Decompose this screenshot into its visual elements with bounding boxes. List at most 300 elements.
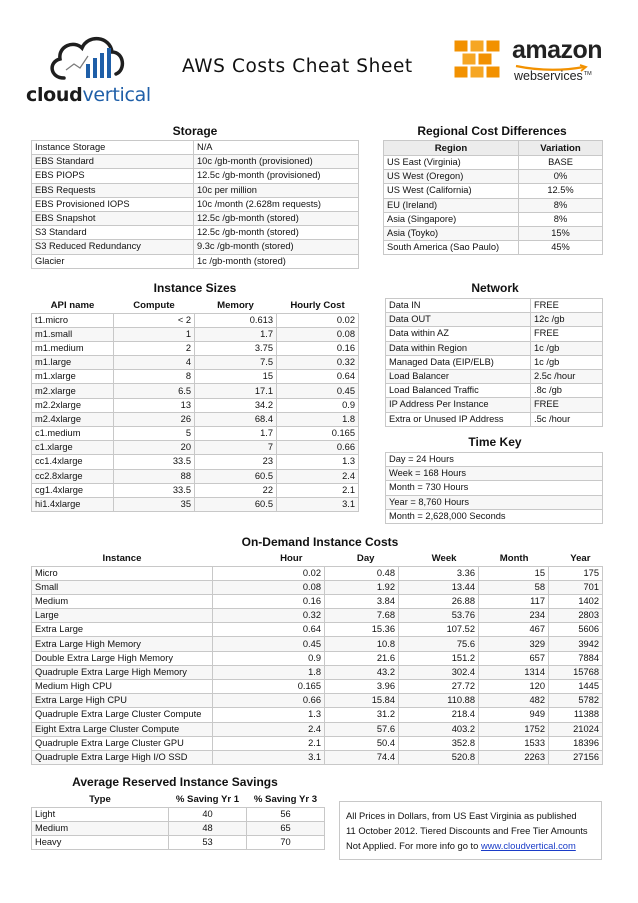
api-name-cell: m2.xlarge [32,384,114,398]
instance-size-row [32,497,359,511]
hour-cell: 0.02 [213,566,325,580]
pricing-note-line-1: All Prices in Dollars, from US East Virginia as published [346,810,577,821]
network-price-cell: 1c /gb [531,341,603,355]
day-cell: 15.84 [325,694,399,708]
time-key-title: Time Key [468,435,522,449]
storage-item-cell: EBS PIOPS [32,169,194,183]
instance-cell: Micro [32,566,213,580]
api-name-cell: m1.small [32,327,114,341]
instance-header-memory: Memory [195,298,277,313]
network-title: Network [471,281,519,295]
week-cell: 403.2 [399,722,479,736]
storage-item-cell: Instance Storage [32,141,194,155]
day-cell: 7.68 [325,609,399,623]
instance-cell: Medium [32,594,213,608]
aws-logo [452,34,620,90]
brand-wordmark-vertical: vertical [82,84,151,106]
hour-cell: 2.1 [213,736,325,750]
year-cell: 27156 [549,750,603,764]
network-price-cell: 1c /gb [531,355,603,369]
on-demand-row [32,609,603,623]
saving-yr3-cell: 70 [247,835,325,849]
regional-row [384,241,603,255]
instance-header-api: API name [32,298,114,313]
regional-row [384,184,603,198]
month-cell: 15 [479,566,549,580]
year-cell: 5782 [549,694,603,708]
compute-cell: 4 [114,356,195,370]
hour-cell: 0.9 [213,651,325,665]
variation-cell: BASE [519,156,603,170]
network-row [386,384,603,398]
network-price-cell: FREE [531,299,603,313]
storage-price-cell: 10c /month (2.628m requests) [194,197,359,211]
week-cell: 53.76 [399,609,479,623]
memory-cell: 22 [195,483,277,497]
storage-row [32,226,359,240]
network-item-cell: Load Balanced Traffic [386,384,531,398]
memory-cell: 1.7 [195,427,277,441]
pricing-note-prefix: Not Applied. For more info go to [346,840,481,851]
instance-cell: Quadruple Extra Large High Memory [32,665,213,679]
variation-cell: 45% [519,241,603,255]
storage-price-cell: 10c per million [194,183,359,197]
instance-cell: Medium High CPU [32,680,213,694]
storage-price-cell: 12.5c /gb-month (stored) [194,226,359,240]
compute-cell: 13 [114,398,195,412]
compute-cell: 8 [114,370,195,384]
memory-cell: 15 [195,370,277,384]
storage-item-cell: S3 Standard [32,226,194,240]
reserved-header-yr3: % Saving Yr 3 [247,792,325,807]
year-cell: 5606 [549,623,603,637]
on-demand-header-day: Day [325,551,399,566]
day-cell: 3.96 [325,680,399,694]
compute-cell: 1 [114,327,195,341]
memory-cell: 23 [195,455,277,469]
year-cell: 11388 [549,708,603,722]
on-demand-row [32,736,603,750]
year-cell: 21024 [549,722,603,736]
year-cell: 1445 [549,680,603,694]
instance-header-compute: Compute [114,298,195,313]
regional-title: Regional Cost Differences [417,124,567,138]
week-cell: 107.52 [399,623,479,637]
on-demand-header-year: Year [549,551,603,566]
hour-cell: 0.64 [213,623,325,637]
hourly-cost-cell: 0.45 [277,384,359,398]
network-table [385,298,603,427]
month-cell: 58 [479,580,549,594]
compute-cell: 88 [114,469,195,483]
instance-sizes-table [31,298,359,512]
memory-cell: 17.1 [195,384,277,398]
on-demand-header-hour: Hour [213,551,325,566]
on-demand-row [32,594,603,608]
day-cell: 74.4 [325,750,399,764]
network-price-cell: 2.5c /hour [531,369,603,383]
api-name-cell: cg1.4xlarge [32,483,114,497]
trademark-mark: TM [583,70,592,77]
memory-cell: 0.613 [195,313,277,327]
hourly-cost-cell: 0.165 [277,427,359,441]
regional-row [384,170,603,184]
brand-wordmark [26,84,151,106]
network-row [386,369,603,383]
hourly-cost-cell: 0.66 [277,441,359,455]
hour-cell: 0.165 [213,680,325,694]
reserved-title: Average Reserved Instance Savings [72,775,278,789]
storage-item-cell: EBS Provisioned IOPS [32,197,194,211]
hour-cell: 1.3 [213,708,325,722]
reserved-row [32,821,325,835]
storage-item-cell: EBS Snapshot [32,211,194,225]
regional-header-variation: Variation [519,141,603,156]
day-cell: 43.2 [325,665,399,679]
reserved-table [31,792,325,850]
storage-item-cell: S3 Reduced Redundancy [32,240,194,254]
year-cell: 7884 [549,651,603,665]
on-demand-row [32,637,603,651]
hourly-cost-cell: 2.4 [277,469,359,483]
hourly-cost-cell: 0.02 [277,313,359,327]
hour-cell: 0.08 [213,580,325,594]
regional-row [384,156,603,170]
regional-table [383,140,603,255]
region-cell: Asia (Singapore) [384,212,519,226]
storage-price-cell: 12.5c /gb-month (stored) [194,211,359,225]
time-key-row [386,453,603,467]
boxes-icon [452,36,508,86]
storage-item-cell: EBS Requests [32,183,194,197]
type-cell: Heavy [32,835,169,849]
month-cell: 1533 [479,736,549,750]
year-cell: 1402 [549,594,603,608]
on-demand-row [32,750,603,764]
region-cell: US West (Oregon) [384,170,519,184]
instance-cell: Extra Large High Memory [32,637,213,651]
compute-cell: 5 [114,427,195,441]
regional-row [384,226,603,240]
month-cell: 2263 [479,750,549,764]
instance-size-row [32,384,359,398]
day-cell: 15.36 [325,623,399,637]
year-cell: 18396 [549,736,603,750]
network-item-cell: Managed Data (EIP/ELB) [386,355,531,369]
network-item-cell: Data within AZ [386,327,531,341]
instance-cell: Quadruple Extra Large Cluster Compute [32,708,213,722]
storage-item-cell: EBS Standard [32,155,194,169]
day-cell: 21.6 [325,651,399,665]
saving-yr1-cell: 48 [169,821,247,835]
time-key-cell: Day = 24 Hours [386,453,603,467]
hourly-cost-cell: 0.32 [277,356,359,370]
cloudvertical-link[interactable]: www.cloudvertical.com [480,840,576,851]
week-cell: 3.36 [399,566,479,580]
on-demand-title: On-Demand Instance Costs [241,535,399,549]
reserved-row [32,807,325,821]
storage-row [32,197,359,211]
compute-cell: 20 [114,441,195,455]
week-cell: 218.4 [399,708,479,722]
instance-size-row [32,327,359,341]
week-cell: 110.88 [399,694,479,708]
storage-price-cell: 10c /gb-month (provisioned) [194,155,359,169]
week-cell: 26.88 [399,594,479,608]
compute-cell: 33.5 [114,455,195,469]
day-cell: 31.2 [325,708,399,722]
network-item-cell: Data OUT [386,313,531,327]
month-cell: 120 [479,680,549,694]
day-cell: 57.6 [325,722,399,736]
hour-cell: 0.16 [213,594,325,608]
network-item-cell: Data IN [386,299,531,313]
memory-cell: 68.4 [195,412,277,426]
storage-row [32,183,359,197]
storage-row [32,141,359,155]
month-cell: 949 [479,708,549,722]
storage-row [32,155,359,169]
memory-cell: 1.7 [195,327,277,341]
month-cell: 467 [479,623,549,637]
pricing-note-line-3 [346,838,595,853]
day-cell: 50.4 [325,736,399,750]
instance-cell: Double Extra Large High Memory [32,651,213,665]
time-key-row [386,481,603,495]
variation-cell: 15% [519,226,603,240]
variation-cell: 8% [519,212,603,226]
region-cell: Asia (Toyko) [384,226,519,240]
year-cell: 15768 [549,665,603,679]
hourly-cost-cell: 1.8 [277,412,359,426]
amazon-wordmark: amazon [512,36,603,64]
hourly-cost-cell: 0.9 [277,398,359,412]
network-row [386,398,603,412]
storage-row [32,169,359,183]
on-demand-header-week: Week [399,551,479,566]
region-cell: US West (California) [384,184,519,198]
year-cell: 2803 [549,609,603,623]
storage-row [32,240,359,254]
time-key-cell: Year = 8,760 Hours [386,495,603,509]
month-cell: 117 [479,594,549,608]
instance-size-row [32,455,359,469]
on-demand-row [32,580,603,594]
week-cell: 151.2 [399,651,479,665]
storage-price-cell: 12.5c /gb-month (provisioned) [194,169,359,183]
saving-yr3-cell: 65 [247,821,325,835]
compute-cell: 26 [114,412,195,426]
api-name-cell: m1.medium [32,341,114,355]
instance-cell: Extra Large [32,623,213,637]
instance-size-row [32,313,359,327]
storage-title: Storage [172,124,218,138]
month-cell: 657 [479,651,549,665]
instance-cell: Extra Large High CPU [32,694,213,708]
time-key-cell: Week = 168 Hours [386,467,603,481]
storage-table [31,140,359,269]
regional-header-region: Region [384,141,519,156]
instance-size-row [32,441,359,455]
instance-size-row [32,483,359,497]
on-demand-row [32,680,603,694]
time-key-row [386,495,603,509]
week-cell: 520.8 [399,750,479,764]
hourly-cost-cell: 3.1 [277,497,359,511]
instance-cell: Large [32,609,213,623]
week-cell: 13.44 [399,580,479,594]
year-cell: 3942 [549,637,603,651]
month-cell: 329 [479,637,549,651]
year-cell: 175 [549,566,603,580]
compute-cell: 2 [114,341,195,355]
on-demand-row [32,708,603,722]
variation-cell: 12.5% [519,184,603,198]
on-demand-row [32,623,603,637]
page-title: AWS Costs Cheat Sheet [182,56,413,77]
variation-cell: 8% [519,198,603,212]
api-name-cell: c1.medium [32,427,114,441]
memory-cell: 60.5 [195,497,277,511]
network-item-cell: Data within Region [386,341,531,355]
on-demand-table [31,551,603,765]
hourly-cost-cell: 0.64 [277,370,359,384]
regional-row [384,212,603,226]
regional-row [384,198,603,212]
on-demand-header-month: Month [479,551,549,566]
time-key-cell: Month = 730 Hours [386,481,603,495]
week-cell: 302.4 [399,665,479,679]
network-price-cell: 12c /gb [531,313,603,327]
time-key-row [386,467,603,481]
hour-cell: 3.1 [213,750,325,764]
reserved-header-type: Type [32,792,169,807]
network-row [386,313,603,327]
brand-wordmark-cloud: cloud [26,84,83,106]
api-name-cell: t1.micro [32,313,114,327]
region-cell: South America (Sao Paulo) [384,241,519,255]
hourly-cost-cell: 0.08 [277,327,359,341]
instance-cell: Quadruple Extra Large High I/O SSD [32,750,213,764]
on-demand-row [32,694,603,708]
api-name-cell: hi1.4xlarge [32,497,114,511]
hour-cell: 0.66 [213,694,325,708]
api-name-cell: c1.xlarge [32,441,114,455]
network-price-cell: FREE [531,398,603,412]
api-name-cell: m1.large [32,356,114,370]
instance-sizes-title: Instance Sizes [153,281,237,295]
instance-size-row [32,469,359,483]
network-row [386,299,603,313]
cloud-chart-icon [44,26,134,86]
time-key-table [385,452,603,524]
memory-cell: 60.5 [195,469,277,483]
storage-item-cell: Glacier [32,254,194,268]
time-key-row [386,509,603,523]
week-cell: 75.6 [399,637,479,651]
hour-cell: 2.4 [213,722,325,736]
day-cell: 10.8 [325,637,399,651]
storage-row [32,211,359,225]
on-demand-row [32,651,603,665]
api-name-cell: cc1.4xlarge [32,455,114,469]
instance-size-row [32,370,359,384]
api-name-cell: cc2.8xlarge [32,469,114,483]
reserved-row [32,835,325,849]
compute-cell: 33.5 [114,483,195,497]
storage-row [32,254,359,268]
network-item-cell: IP Address Per Instance [386,398,531,412]
on-demand-row [32,722,603,736]
type-cell: Medium [32,821,169,835]
on-demand-header-instance: Instance [32,551,213,566]
hour-cell: 1.8 [213,665,325,679]
day-cell: 0.48 [325,566,399,580]
year-cell: 701 [549,580,603,594]
instance-size-row [32,341,359,355]
week-cell: 27.72 [399,680,479,694]
network-price-cell: .8c /gb [531,384,603,398]
on-demand-row [32,665,603,679]
compute-cell: 6.5 [114,384,195,398]
saving-yr1-cell: 53 [169,835,247,849]
instance-cell: Quadruple Extra Large Cluster GPU [32,736,213,750]
region-cell: US East (Virginia) [384,156,519,170]
hourly-cost-cell: 0.16 [277,341,359,355]
hourly-cost-cell: 2.1 [277,483,359,497]
webservices-wordmark [514,69,592,83]
pricing-note-line-2: 11 October 2012. Tiered Discounts and Free Tier Amounts [346,825,588,836]
time-key-cell: Month = 2,628,000 Seconds [386,509,603,523]
webservices-label: webservices [514,69,583,83]
network-item-cell: Extra or Unused IP Address [386,412,531,426]
network-item-cell: Load Balancer [386,369,531,383]
hourly-cost-cell: 1.3 [277,455,359,469]
on-demand-row [32,566,603,580]
month-cell: 1752 [479,722,549,736]
memory-cell: 34.2 [195,398,277,412]
month-cell: 234 [479,609,549,623]
day-cell: 1.92 [325,580,399,594]
network-row [386,341,603,355]
instance-size-row [32,427,359,441]
storage-price-cell: 9.3c /gb-month (stored) [194,240,359,254]
storage-price-cell: N/A [194,141,359,155]
type-cell: Light [32,807,169,821]
memory-cell: 3.75 [195,341,277,355]
network-price-cell: .5c /hour [531,412,603,426]
api-name-cell: m2.4xlarge [32,412,114,426]
reserved-header-yr1: % Saving Yr 1 [169,792,247,807]
variation-cell: 0% [519,170,603,184]
month-cell: 482 [479,694,549,708]
network-row [386,327,603,341]
api-name-cell: m2.2xlarge [32,398,114,412]
instance-cell: Eight Extra Large Cluster Compute [32,722,213,736]
instance-size-row [32,398,359,412]
instance-size-row [32,412,359,426]
compute-cell: < 2 [114,313,195,327]
memory-cell: 7 [195,441,277,455]
week-cell: 352.8 [399,736,479,750]
hour-cell: 0.32 [213,609,325,623]
saving-yr1-cell: 40 [169,807,247,821]
cloudvertical-logo [26,26,151,108]
network-row [386,412,603,426]
month-cell: 1314 [479,665,549,679]
day-cell: 3.84 [325,594,399,608]
region-cell: EU (Ireland) [384,198,519,212]
